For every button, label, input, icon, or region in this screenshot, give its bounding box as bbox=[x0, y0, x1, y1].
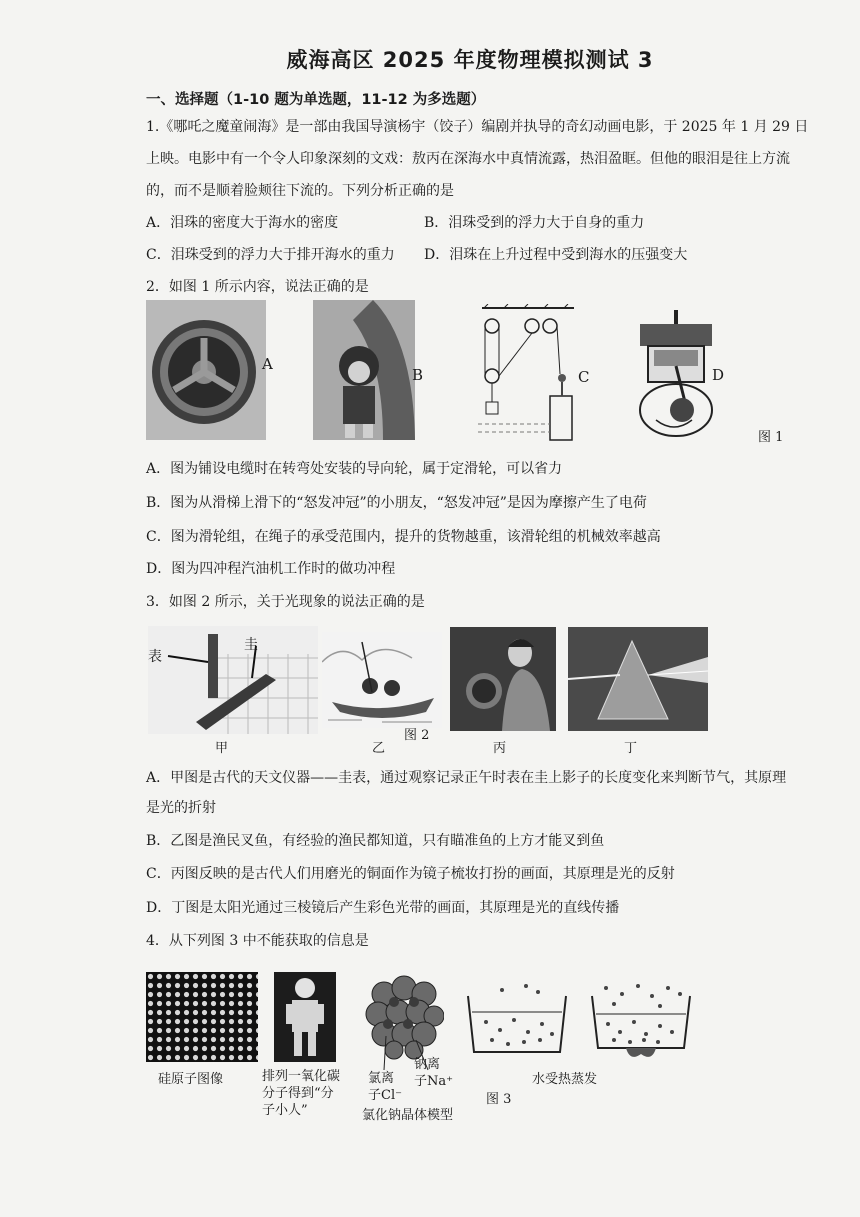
exam-title: 威海高区 2025 年度物理模拟测试 3 bbox=[286, 48, 654, 72]
figure-2-ding-label: 丁 bbox=[624, 741, 638, 756]
figure-1b-slide-child bbox=[313, 300, 415, 440]
q2-option-c: C．图为滑轮组，在绳子的承受范围内，提升的货物越重，该滑轮组的机械效率越高 bbox=[146, 529, 661, 545]
q3-stem: 3．如图 2 所示，关于光现象的说法正确的是 bbox=[146, 594, 425, 610]
figure-3-co-caption bbox=[262, 1068, 340, 1119]
figure-3-beaker-heated bbox=[586, 982, 696, 1068]
figure-2-jia-label: 甲 bbox=[215, 741, 229, 756]
figure-1d-label: D bbox=[712, 366, 725, 384]
q3-option-c: C．丙图反映的是古代人们用磨光的铜面作为镜子梳妆打扮的画面，其原理是光的反射 bbox=[146, 866, 675, 882]
q1-stem-line-3: 的，而不是顺着脸颊往下流的。下列分析正确的是 bbox=[146, 183, 454, 199]
q4-stem: 4．从下列图 3 中不能获取的信息是 bbox=[146, 933, 369, 949]
q1-option-c: C．泪珠受到的浮力大于排开海水的重力 bbox=[146, 247, 395, 263]
figure-1b-label: B bbox=[412, 366, 424, 384]
figure-3-co-caption-line-2: 分子得到“分 bbox=[262, 1086, 334, 1101]
q2-stem: 2．如图 1 所示内容，说法正确的是 bbox=[146, 279, 369, 295]
figure-3-na-label bbox=[414, 1056, 453, 1090]
figure-3-co-caption-line-1: 排列一氧化碳 bbox=[262, 1069, 341, 1084]
figure-3-beaker-water bbox=[462, 982, 572, 1062]
figure-3-cl-label-line-2: 子Cl⁻ bbox=[368, 1088, 402, 1103]
figure-3-evaporation-caption: 水受热蒸发 bbox=[532, 1072, 598, 1087]
figure-2-caption: 图 2 bbox=[404, 728, 430, 743]
q3-option-d: D．丁图是太阳光通过三棱镜后产生彩色光带的画面，其原理是光的直线传播 bbox=[146, 900, 620, 916]
figure-3-na-label-line-2: 子Na⁺ bbox=[414, 1074, 453, 1089]
section-heading: 一、选择题（1-10 题为单选题，11-12 为多选题） bbox=[146, 92, 486, 108]
q2-option-b: B．图为从滑梯上滑下的“怒发冲冠”的小朋友，“怒发冲冠”是因为摩擦产生了电荷 bbox=[146, 495, 647, 511]
figure-1a-guide-wheel bbox=[146, 300, 266, 440]
figure-2-jia-gnomon bbox=[148, 626, 318, 734]
figure-2-biao-label: 表 bbox=[148, 649, 162, 665]
figure-3-silicon-caption: 硅原子图像 bbox=[158, 1072, 224, 1087]
figure-2-bing-bronze-mirror bbox=[450, 627, 556, 731]
figure-1c-label: C bbox=[578, 368, 590, 386]
figure-3-co-molecule-man bbox=[274, 972, 336, 1062]
figure-3-nacl-caption: 氯化钠晶体模型 bbox=[362, 1108, 454, 1123]
q3-option-b: B．乙图是渔民叉鱼，有经验的渔民都知道，只有瞄准鱼的上方才能叉到鱼 bbox=[146, 833, 605, 849]
figure-2-ding-prism bbox=[568, 627, 708, 731]
q2-option-d: D．图为四冲程汽油机工作时的做功冲程 bbox=[146, 561, 396, 577]
figure-1-caption: 图 1 bbox=[758, 430, 784, 445]
q3-option-a-line-2: 是光的折射 bbox=[146, 800, 216, 816]
q1-stem-line-2: 上映。电影中有一个令人印象深刻的文戏：敖丙在深海水中真情流露，热泪盈眶。但他的眼泪是往上方流 bbox=[146, 151, 790, 167]
figure-1d-engine bbox=[634, 310, 718, 440]
figure-2-yi-spear-fishing bbox=[322, 632, 442, 728]
figure-2-gui-label: 圭 bbox=[244, 637, 258, 653]
figure-3-co-caption-line-3: 子小人” bbox=[262, 1103, 308, 1118]
figure-3-cl-label bbox=[368, 1070, 402, 1104]
q2-option-a: A．图为铺设电缆时在转弯处安装的导向轮，属于定滑轮，可以省力 bbox=[146, 461, 563, 477]
figure-1c-pulley-system bbox=[478, 304, 578, 444]
figure-2-bing-label: 丙 bbox=[493, 741, 507, 756]
q1-option-a: A．泪珠的密度大于海水的密度 bbox=[146, 215, 339, 231]
q1-option-d: D．泪珠在上升过程中受到海水的压强变大 bbox=[424, 247, 688, 263]
figure-2-yi-label: 乙 bbox=[372, 741, 386, 756]
q1-option-b: B．泪珠受到的浮力大于自身的重力 bbox=[424, 215, 645, 231]
figure-3-na-label-line-1: 钠离 bbox=[414, 1057, 441, 1072]
figure-1a-label: A bbox=[262, 355, 273, 373]
q1-stem-line-1: 1.《哪吒之魔童闹海》是一部由我国导演杨宇（饺子）编剧并执导的奇幻动画电影，于 2025 年 1 月 29 日 bbox=[146, 119, 809, 135]
figure-3-silicon-atoms bbox=[146, 972, 258, 1062]
figure-3-caption: 图 3 bbox=[486, 1092, 512, 1107]
figure-3-cl-label-line-1: 氯离 bbox=[368, 1071, 395, 1086]
q3-option-a-line-1: A．甲图是古代的天文仪器——圭表，通过观察记录正午时表在圭上影子的长度变化来判断节气，其原理 bbox=[146, 770, 787, 786]
